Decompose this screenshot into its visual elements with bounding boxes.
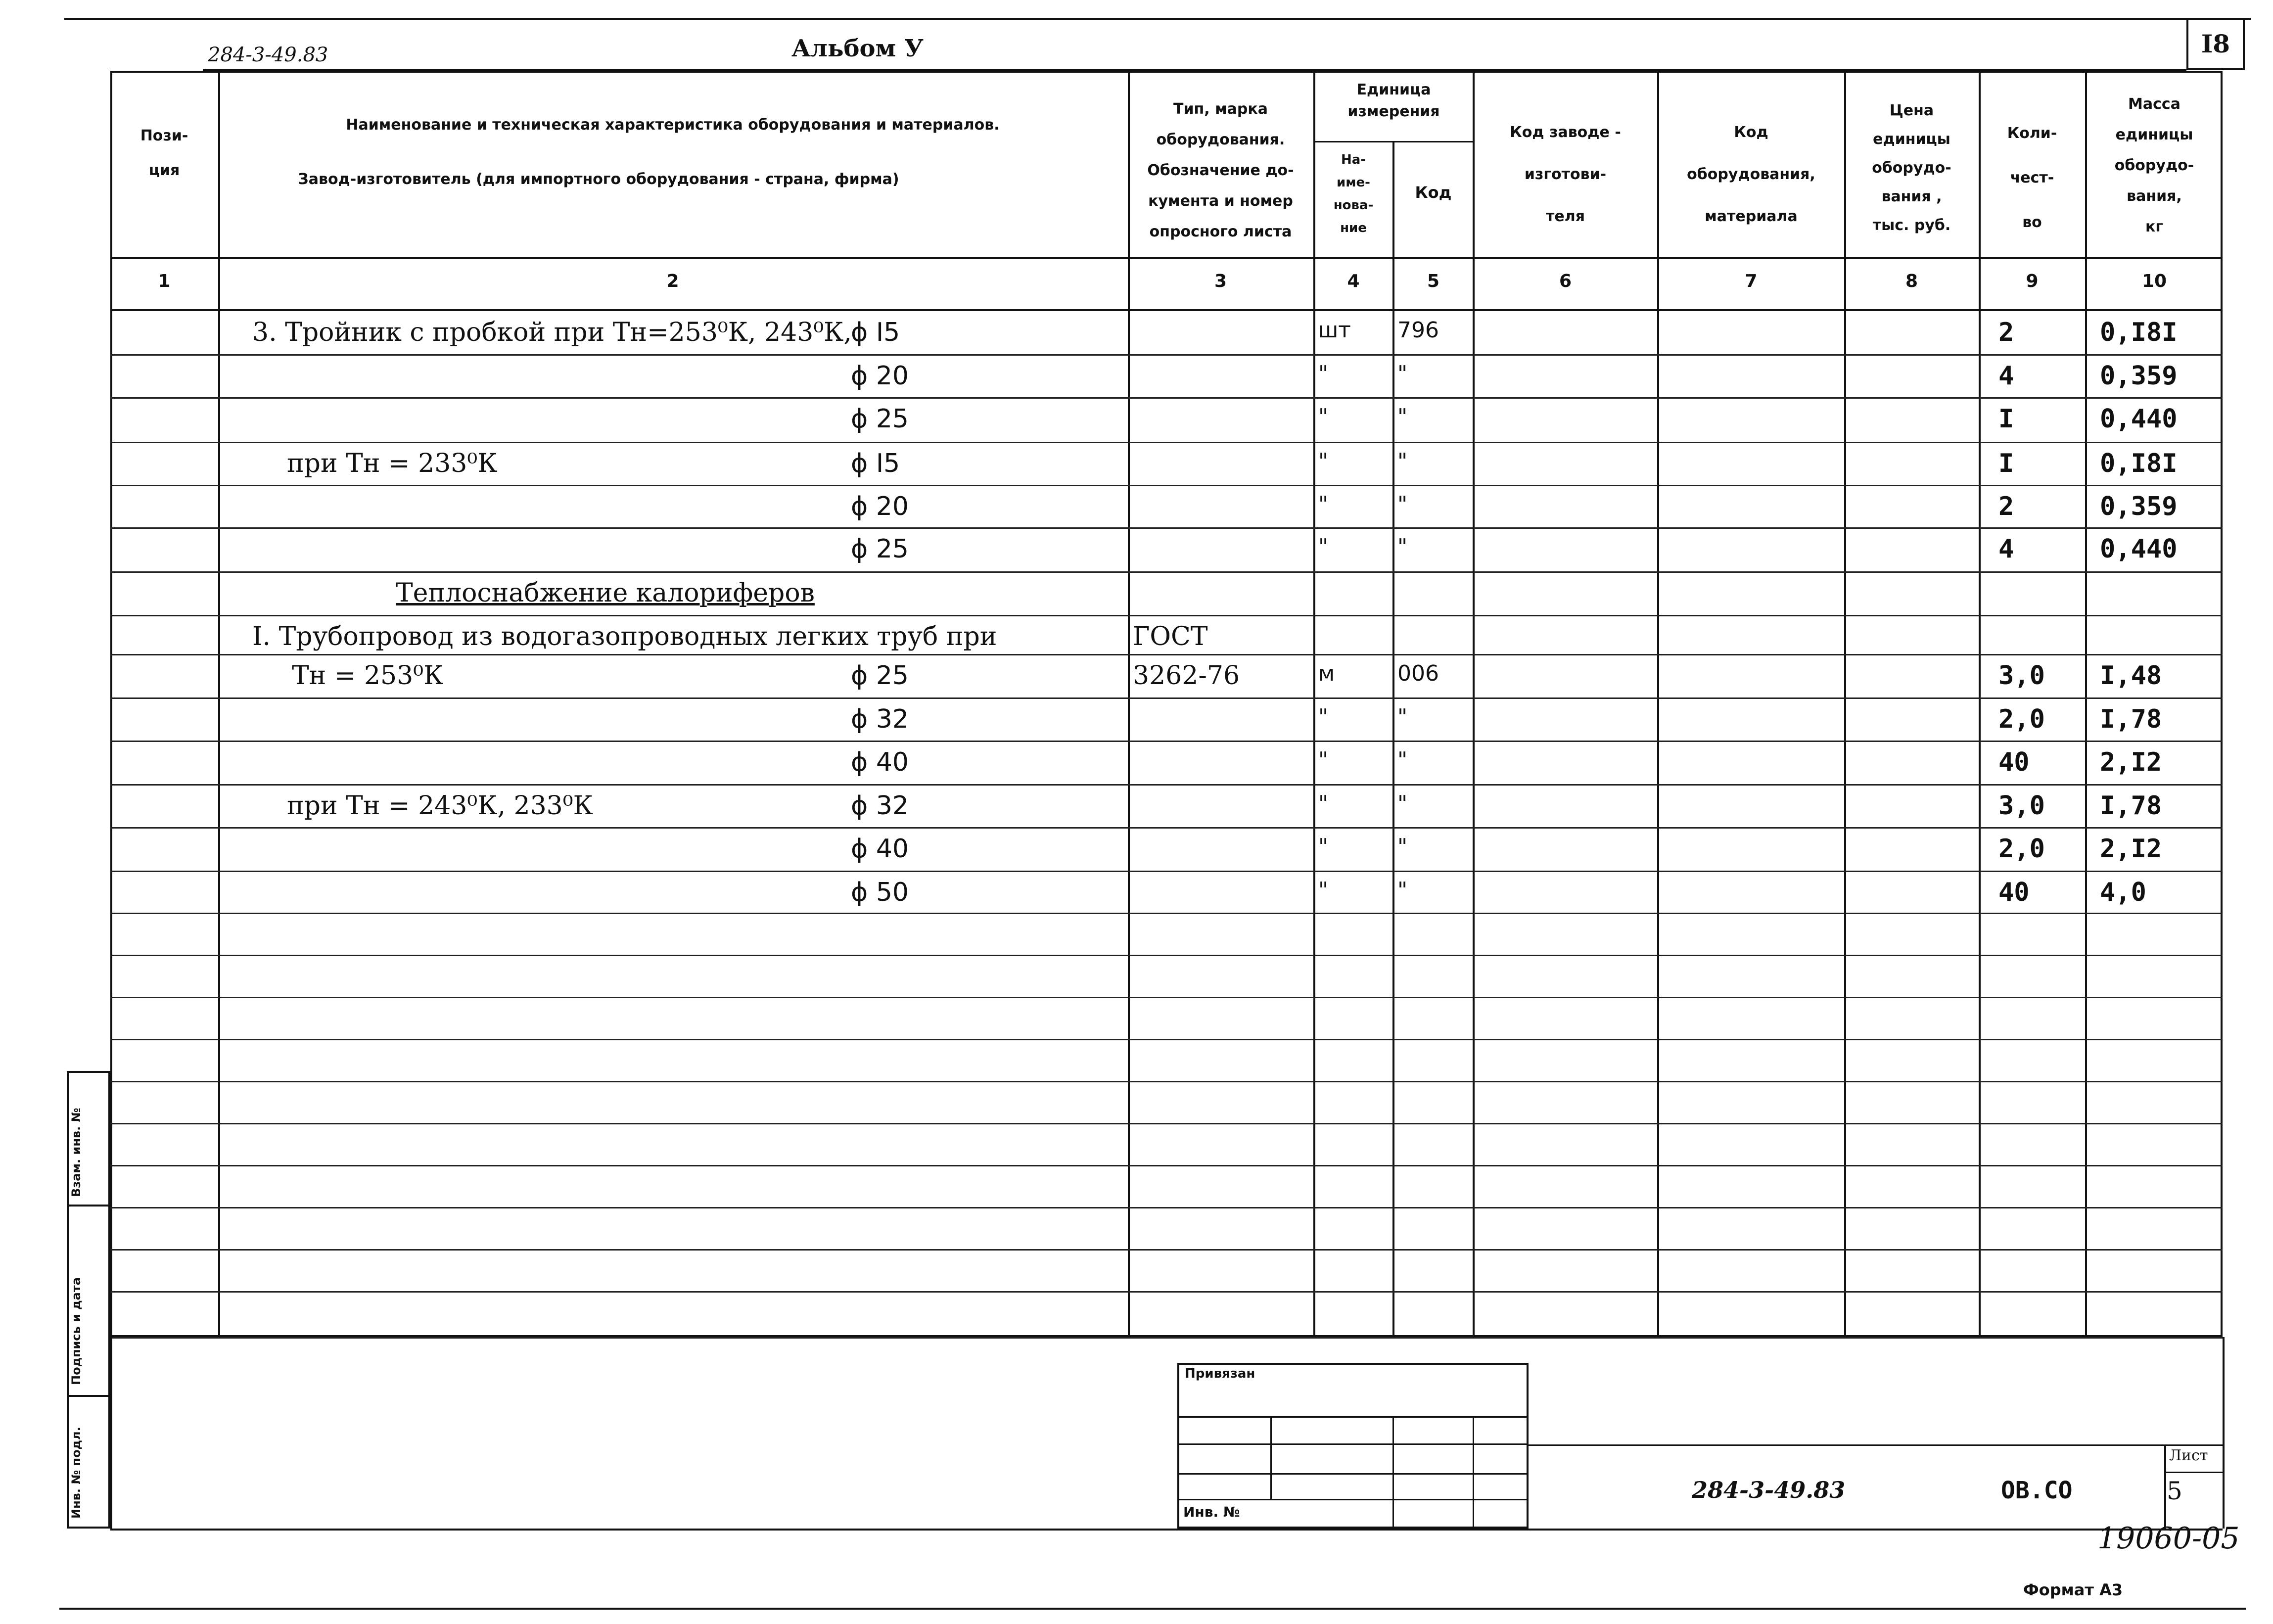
col-divider bbox=[1844, 71, 1846, 1337]
sheet-label: Лист bbox=[2169, 1447, 2208, 1464]
col-divider bbox=[1128, 71, 1130, 1337]
row-3-mass: 0,440 bbox=[2100, 404, 2178, 434]
col-divider bbox=[218, 71, 220, 1337]
row-12-qty: 3,0 bbox=[1998, 791, 2045, 821]
row-rule bbox=[110, 654, 2223, 655]
row-1-mass: 0,I8I bbox=[2100, 318, 2178, 347]
row-13-qty: 2,0 bbox=[1998, 834, 2045, 864]
row-5-qty: 2 bbox=[1998, 492, 2014, 521]
row-rule bbox=[110, 571, 2223, 573]
row-3-dia: ɸ 25 bbox=[851, 404, 909, 434]
row-1-unit: шт bbox=[1318, 318, 1351, 343]
row-11-dia: ɸ 40 bbox=[851, 747, 909, 777]
row-6-mass: 0,440 bbox=[2100, 534, 2178, 564]
stamp-line bbox=[1177, 1416, 1529, 1418]
col-num-6: 6 bbox=[1559, 271, 1572, 291]
number-row-bottom bbox=[110, 309, 2223, 311]
row-4-name: при Тн = 233⁰К bbox=[287, 449, 498, 478]
row-4-mass: 0,I8I bbox=[2100, 449, 2178, 478]
format-label: Формат А3 bbox=[2023, 1580, 2123, 1599]
row-rule bbox=[110, 615, 2223, 616]
row-6-unit: " bbox=[1318, 534, 1329, 559]
row-10-dia: ɸ 32 bbox=[851, 704, 909, 734]
sheet-box-divider bbox=[2164, 1472, 2223, 1473]
frame-left-lower bbox=[110, 1337, 112, 1529]
col-header-name-l2: Завод-изготовитель (для импортного оборудования - страна, фирма) bbox=[298, 171, 899, 188]
row-2-qty: 4 bbox=[1998, 361, 2014, 391]
header-bottom bbox=[110, 257, 2223, 259]
col-header-unit-group: Единица измерения bbox=[1347, 81, 1440, 120]
row-4-code: " bbox=[1397, 449, 1408, 474]
col-num-5: 5 bbox=[1427, 271, 1440, 291]
row-5-dia: ɸ 20 bbox=[851, 492, 909, 521]
row-13-code: " bbox=[1397, 834, 1408, 859]
title-block-section: ОВ.СО bbox=[2001, 1477, 2073, 1504]
row-14-dia: ɸ 50 bbox=[851, 878, 909, 907]
doc-code-top: 284-3-49.83 bbox=[208, 44, 328, 66]
row-rule bbox=[110, 955, 2223, 956]
row-5-mass: 0,359 bbox=[2100, 492, 2178, 521]
row-9-dia: ɸ 25 bbox=[851, 661, 909, 691]
row-rule bbox=[110, 913, 2223, 914]
row-rule bbox=[110, 871, 2223, 872]
row-5-unit: " bbox=[1318, 492, 1329, 517]
row-rule bbox=[110, 827, 2223, 829]
col-header-mass: Масса единицы оборудо- вания, кг bbox=[2114, 95, 2194, 235]
row-11-unit: " bbox=[1318, 747, 1329, 773]
row-11-code: " bbox=[1397, 747, 1408, 773]
row-10-code: " bbox=[1397, 704, 1408, 730]
row-13-dia: ɸ 40 bbox=[851, 834, 909, 864]
side-strip-replace-inv: Взам. инв. № bbox=[69, 1108, 83, 1197]
row-rule bbox=[110, 1039, 2223, 1040]
sheet-number: 5 bbox=[2167, 1477, 2182, 1505]
row-11-qty: 40 bbox=[1998, 747, 2030, 777]
row-4-dia: ɸ I5 bbox=[851, 449, 900, 478]
col-num-8: 8 bbox=[1905, 271, 1918, 291]
row-rule bbox=[110, 1081, 2223, 1082]
row-8-type: ГОСТ bbox=[1133, 622, 1208, 651]
frame-outer-bottom bbox=[59, 1608, 2246, 1610]
row-1-qty: 2 bbox=[1998, 318, 2014, 347]
spec-table bbox=[110, 71, 2223, 1337]
row-13-unit: " bbox=[1318, 834, 1329, 859]
row-rule bbox=[110, 741, 2223, 742]
row-3-code: " bbox=[1397, 404, 1408, 429]
row-14-code: " bbox=[1397, 878, 1408, 903]
side-strip-inv-original: Инв. № подл. bbox=[69, 1427, 83, 1519]
row-6-qty: 4 bbox=[1998, 534, 2014, 564]
row-9-unit: м bbox=[1318, 661, 1335, 686]
row-10-qty: 2,0 bbox=[1998, 704, 2045, 734]
row-13-mass: 2,I2 bbox=[2100, 834, 2162, 864]
col-divider bbox=[1473, 71, 1475, 1337]
row-12-name: при Тн = 243⁰К, 233⁰К bbox=[287, 791, 593, 821]
col-header-equip-code: Код оборудования, материала bbox=[1687, 124, 1815, 225]
unit-group-line bbox=[1313, 141, 1473, 142]
side-strip-divider bbox=[67, 1205, 110, 1206]
col-num-4: 4 bbox=[1347, 271, 1360, 291]
row-2-dia: ɸ 20 bbox=[851, 361, 909, 391]
stamp-col bbox=[1473, 1416, 1474, 1529]
col-header-unit-name: На- име- нова- ние bbox=[1333, 152, 1374, 235]
row-rule bbox=[110, 1123, 2223, 1124]
row-11-mass: 2,I2 bbox=[2100, 747, 2162, 777]
row-1-name: 3. Тройник с пробкой при Тн=253⁰К, 243⁰К, bbox=[252, 318, 852, 347]
row-9-name: Тн = 253⁰К bbox=[292, 661, 444, 691]
frame-right-lower bbox=[2223, 1337, 2225, 1529]
col-header-price: Цена единицы оборудо- вания , тыс. руб. bbox=[1872, 102, 1951, 234]
row-7-name: Теплоснабжение калориферов bbox=[396, 578, 815, 608]
col-num-2: 2 bbox=[666, 271, 679, 291]
row-2-mass: 0,359 bbox=[2100, 361, 2178, 391]
row-12-unit: " bbox=[1318, 791, 1329, 816]
col-num-3: 3 bbox=[1214, 271, 1227, 291]
stamp-line bbox=[1177, 1443, 1529, 1445]
col-divider bbox=[1657, 71, 1659, 1337]
title-block-top bbox=[1529, 1444, 2223, 1446]
row-rule bbox=[110, 697, 2223, 699]
row-8-name: I. Трубопровод из водогазопроводных легких труб при bbox=[252, 622, 997, 651]
row-2-unit: " bbox=[1318, 361, 1329, 386]
row-rule bbox=[110, 354, 2223, 356]
row-1-code: 796 bbox=[1397, 318, 1439, 343]
row-rule bbox=[110, 1249, 2223, 1251]
row-9-mass: I,48 bbox=[2100, 661, 2162, 691]
inv-no-label: Инв. № bbox=[1183, 1504, 1240, 1520]
col-header-type: Тип, марка оборудования. Обозначение до- кумента и номер опросного листа bbox=[1147, 100, 1294, 240]
row-12-mass: I,78 bbox=[2100, 791, 2162, 821]
row-9-qty: 3,0 bbox=[1998, 661, 2045, 691]
title-block-doc-code: 284-3-49.83 bbox=[1692, 1477, 1846, 1503]
col-divider bbox=[2085, 71, 2087, 1337]
col-num-10: 10 bbox=[2141, 271, 2167, 291]
col-header-unit-code: Код bbox=[1415, 183, 1452, 202]
row-9-code: 006 bbox=[1397, 661, 1439, 686]
side-strip-signature: Подпись и дата bbox=[69, 1277, 83, 1385]
row-rule bbox=[110, 527, 2223, 529]
stamp-col bbox=[1270, 1416, 1272, 1499]
frame-top bbox=[64, 18, 2251, 20]
col-header-qty: Коли- чест- во bbox=[2007, 125, 2057, 231]
row-rule bbox=[110, 1291, 2223, 1293]
row-14-mass: 4,0 bbox=[2100, 878, 2146, 907]
row-rule bbox=[110, 485, 2223, 486]
row-1-dia: ɸ I5 bbox=[851, 318, 900, 347]
row-6-code: " bbox=[1397, 534, 1408, 559]
album-title: Альбом У bbox=[791, 35, 924, 62]
stamp-col bbox=[1392, 1416, 1394, 1529]
row-5-code: " bbox=[1397, 492, 1408, 517]
row-10-unit: " bbox=[1318, 704, 1329, 730]
col-header-maker-code: Код заводе - изготови- теля bbox=[1510, 124, 1621, 225]
row-4-unit: " bbox=[1318, 449, 1329, 474]
row-2-code: " bbox=[1397, 361, 1408, 386]
stamp-line bbox=[1177, 1473, 1529, 1475]
row-3-qty: I bbox=[1998, 404, 2014, 434]
row-3-unit: " bbox=[1318, 404, 1329, 429]
row-4-qty: I bbox=[1998, 449, 2014, 478]
col-num-7: 7 bbox=[1745, 271, 1758, 291]
frame-bottom bbox=[110, 1529, 2223, 1531]
row-9-type: 3262-76 bbox=[1133, 661, 1240, 691]
sheet-corner: I8 bbox=[2186, 19, 2245, 70]
archive-number: 19060-05 bbox=[2097, 1521, 2240, 1556]
col-divider bbox=[1313, 71, 1315, 1337]
row-14-unit: " bbox=[1318, 878, 1329, 903]
col-divider bbox=[1979, 71, 1981, 1337]
row-10-mass: I,78 bbox=[2100, 704, 2162, 734]
row-rule bbox=[110, 1207, 2223, 1208]
row-12-code: " bbox=[1397, 791, 1408, 816]
col-num-9: 9 bbox=[2026, 271, 2039, 291]
row-rule bbox=[110, 1165, 2223, 1166]
privyazan-label: Привязан bbox=[1185, 1366, 1255, 1381]
row-rule bbox=[110, 784, 2223, 786]
row-rule bbox=[110, 997, 2223, 998]
row-rule bbox=[110, 442, 2223, 443]
row-rule bbox=[110, 1337, 2223, 1339]
side-strip-divider bbox=[67, 1395, 110, 1397]
col-header-position: Пози- ция bbox=[140, 127, 188, 179]
row-rule bbox=[110, 397, 2223, 399]
row-6-dia: ɸ 25 bbox=[851, 534, 909, 564]
col-num-1: 1 bbox=[158, 271, 171, 291]
col-header-name-l1: Наименование и техническая характеристика оборудования и материалов. bbox=[346, 116, 1000, 134]
row-12-dia: ɸ 32 bbox=[851, 791, 909, 821]
stamp-line bbox=[1177, 1499, 1529, 1500]
row-14-qty: 40 bbox=[1998, 878, 2030, 907]
col-divider bbox=[1392, 141, 1394, 1337]
